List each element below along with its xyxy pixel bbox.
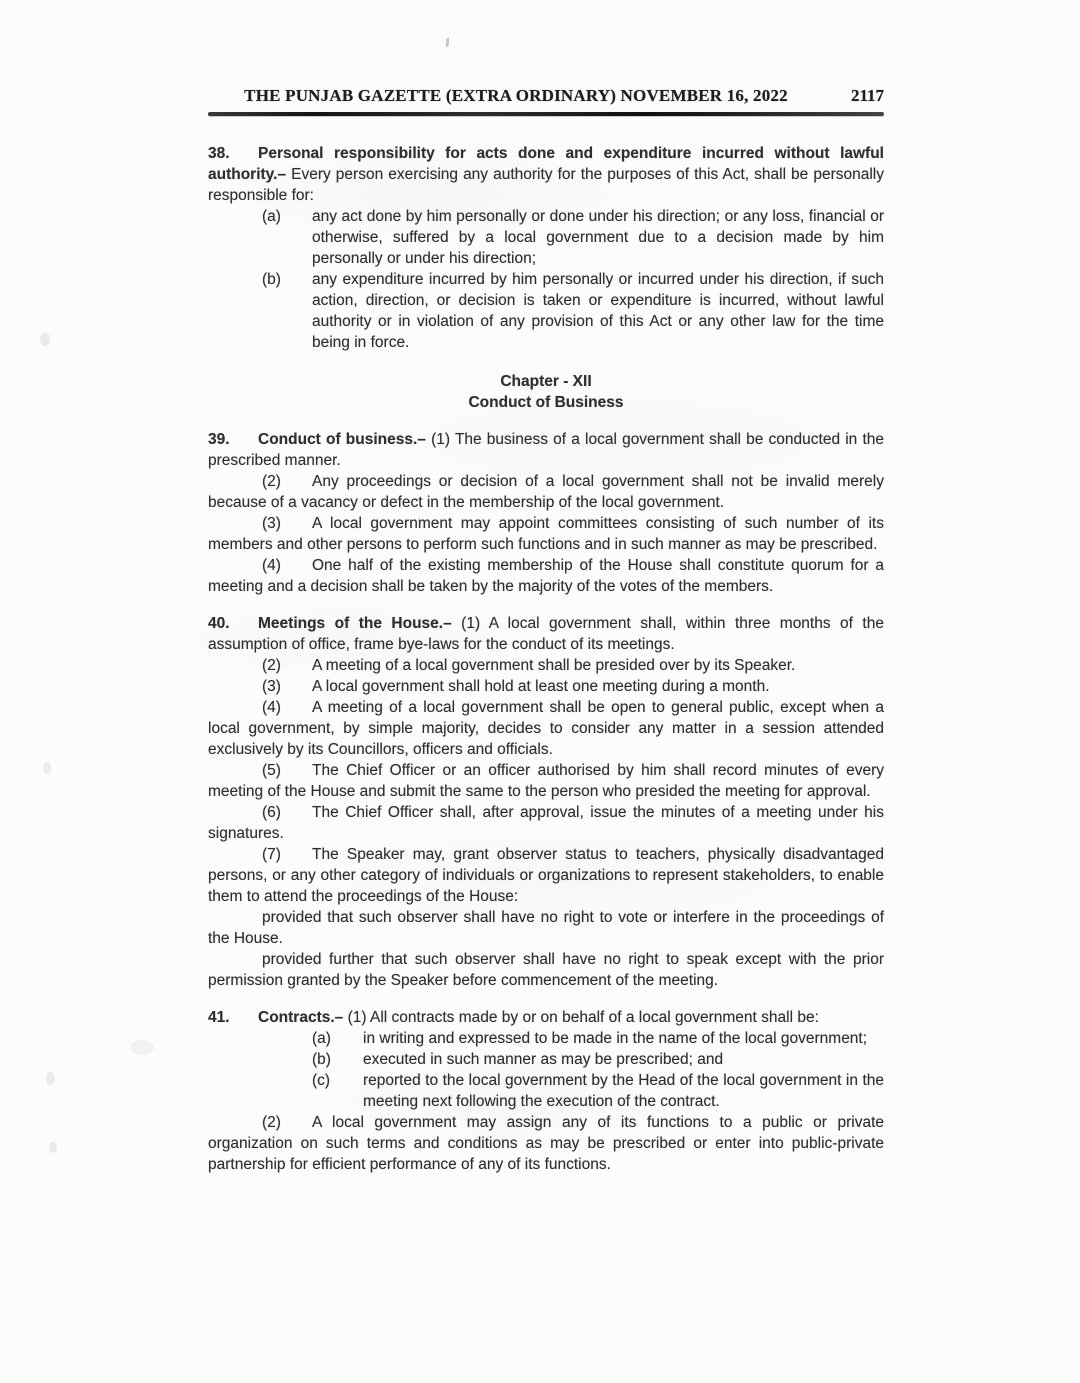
- subsection-label: (2): [262, 1114, 281, 1131]
- section-title: Conduct of business.–: [258, 431, 426, 448]
- subsection-text: A local government may assign any of its functions to a public or private organization on such terms and conditions as may be prescribed or enter into public-private partnership for efficient performance of any of its functions.: [208, 1114, 884, 1173]
- section-number: 40.: [208, 615, 230, 632]
- subsection-3: [208, 676, 884, 697]
- chapter-title: Chapter - XII: [500, 373, 592, 390]
- scan-artifact-smudge: [49, 1142, 57, 1153]
- subsection-3: [208, 513, 884, 555]
- subsection-label: (4): [262, 557, 281, 574]
- item-label: (a): [262, 208, 281, 225]
- section-text: (1) A local government shall, within three months of the assumption of office, frame bye-laws for the conduct of its meetings.: [208, 615, 884, 653]
- section-39-heading: [208, 429, 884, 471]
- subsection-label: (5): [262, 762, 281, 779]
- item-label: (a): [312, 1030, 331, 1047]
- subsection-label: (7): [262, 846, 281, 863]
- list-item-a: [262, 206, 884, 269]
- item-label: (b): [262, 271, 281, 288]
- section-39: [208, 429, 884, 597]
- subsection-2: [208, 471, 884, 513]
- section-38-heading: [208, 143, 884, 206]
- subsection-label: (3): [262, 515, 281, 532]
- scan-artifact-smudge: [46, 1072, 55, 1085]
- section-38: [208, 143, 884, 353]
- chapter-subtitle: Conduct of Business: [468, 394, 624, 411]
- subsection-2: [208, 1112, 884, 1175]
- section-title: Personal responsibility for acts done and expenditure incurred without lawful authority.–: [208, 145, 884, 183]
- section-text: (1) The business of a local government shall be conducted in the prescribed manner.: [208, 431, 885, 469]
- list-item-b: [262, 269, 884, 353]
- subsection-label: (2): [262, 473, 281, 490]
- item-label: (c): [312, 1072, 331, 1089]
- page-number: 2117: [850, 86, 884, 105]
- scan-artifact-smudge: [40, 332, 50, 346]
- subsection-text: The Chief Officer or an officer authorised by him shall record minutes of every meeting of the House and submit the same to the person who presided the meeting for approval.: [208, 762, 884, 800]
- subsection-label: (3): [262, 678, 281, 695]
- subsection-6: [208, 802, 884, 844]
- subsection-4: [208, 555, 884, 597]
- item-text: in writing and expressed to be made in the name of the local government;: [363, 1030, 868, 1047]
- page-header: [208, 0, 884, 116]
- subsection-label: (4): [262, 699, 281, 716]
- subsection-5: [208, 760, 884, 802]
- subsection-7: [208, 844, 884, 907]
- list-item-b: [312, 1049, 884, 1070]
- proviso-1: provided that such observer shall have no right to vote or interfere in the proceedings of the House.: [208, 909, 884, 947]
- section-number: 41.: [208, 1009, 230, 1026]
- subsection-text: The Speaker may, grant observer status to teachers, physically disadvantaged persons, or any other category of individuals or organizations to represent stakeholders, to enable them to attend the proceedings of the House:: [208, 846, 884, 905]
- section-41-heading: [208, 1007, 884, 1028]
- page-sheet: [208, 0, 884, 1175]
- subsection-text: Any proceedings or decision of a local government shall not be invalid merely because of a vacancy or defect in the membership of the local government.: [208, 473, 884, 511]
- header-rule: [208, 112, 884, 116]
- subsection-4: [208, 697, 884, 760]
- section-40-heading: [208, 613, 884, 655]
- subsection-2: [208, 655, 884, 676]
- scan-artifact-smudge: [130, 1040, 154, 1055]
- item-text: any act done by him personally or done under his direction; or any loss, financial or otherwise, suffered by a local government due to a decision made by him personally or under his direction;: [312, 208, 884, 267]
- section-title: Meetings of the House.–: [258, 615, 452, 632]
- section-text: (1) All contracts made by or on behalf of a local government shall be:: [347, 1009, 819, 1026]
- subsection-text: A meeting of a local government shall be presided over by its Speaker.: [312, 657, 796, 674]
- section-text: Every person exercising any authority for the purposes of this Act, shall be personally responsible for:: [208, 166, 884, 204]
- section-title: Contracts.–: [258, 1009, 344, 1026]
- subsection-text: The Chief Officer shall, after approval, issue the minutes of a meeting under his signatures.: [208, 804, 884, 842]
- item-text: any expenditure incurred by him personally or incurred under his direction, if such action, direction, or decision is taken or expenditure is incurred, without lawful authority or in violation of any provision of this Act or any other law for the time being in force.: [312, 271, 884, 351]
- item-text: reported to the local government by the Head of the local government in the meeting next following the execution of the contract.: [363, 1072, 884, 1110]
- subsection-label: (6): [262, 804, 281, 821]
- subsection-text: A local government may appoint committees consisting of such number of its members and other persons to perform such functions and in such manner as may be prescribed.: [208, 515, 884, 553]
- subsection-text: One half of the existing membership of the House shall constitute quorum for a meeting and a decision shall be taken by the majority of the votes of the members.: [208, 557, 884, 595]
- chapter-heading: [208, 371, 884, 413]
- item-text: executed in such manner as may be prescribed; and: [363, 1051, 724, 1068]
- proviso-2: provided further that such observer shall have no right to speak except with the prior permission granted by the Speaker before commencement of the meeting.: [208, 951, 884, 989]
- subsection-text: A meeting of a local government shall be open to general public, except when a local government, by simple majority, decides to consider any matter in a session attended exclusively by its Councillors, officers and officials.: [208, 699, 884, 758]
- gazette-title: THE PUNJAB GAZETTE (EXTRA ORDINARY) NOVEMBER 16, 2022: [244, 86, 788, 105]
- item-label: (b): [312, 1051, 331, 1068]
- list-item-a: [312, 1028, 884, 1049]
- subsection-text: A local government shall hold at least one meeting during a month.: [312, 678, 770, 695]
- section-41: [208, 1007, 884, 1175]
- section-40: [208, 613, 884, 991]
- scan-artifact-smudge: [43, 762, 51, 774]
- section-number: 39.: [208, 431, 230, 448]
- section-number: 38.: [208, 145, 230, 162]
- list-item-c: [312, 1070, 884, 1112]
- subsection-label: (2): [262, 657, 281, 674]
